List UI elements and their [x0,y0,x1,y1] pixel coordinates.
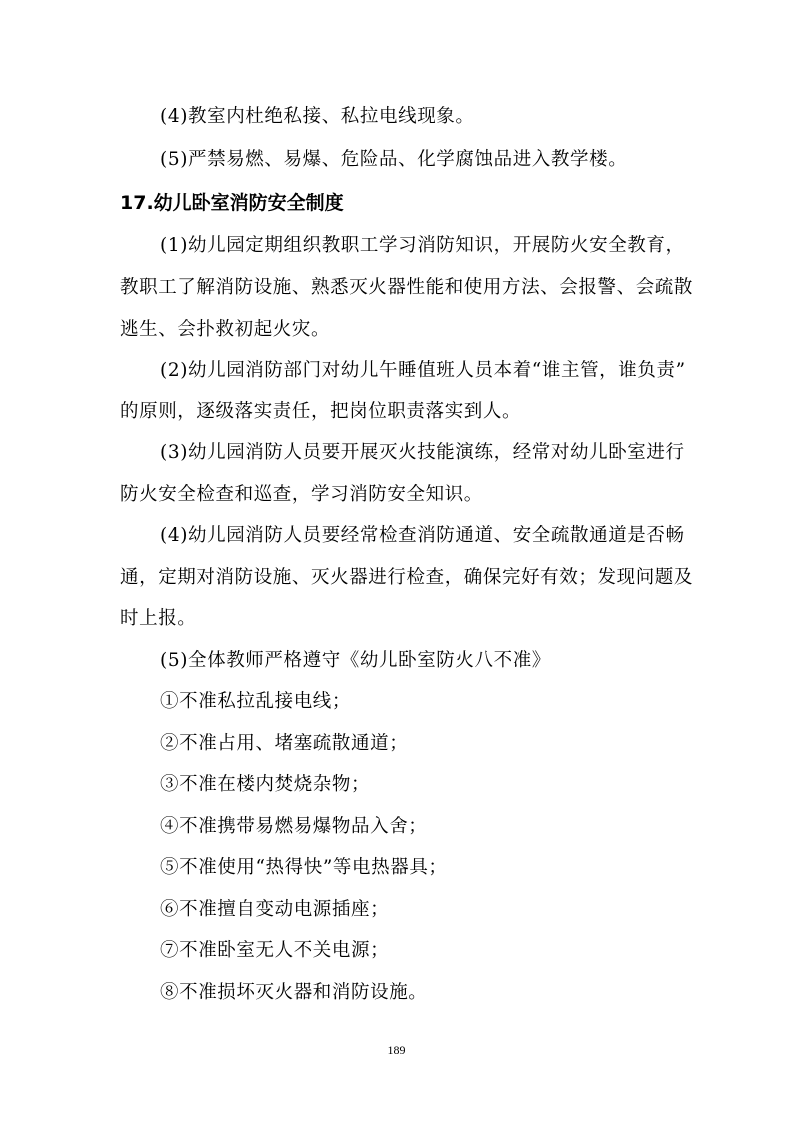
rule-item: ③不准在楼内焚烧杂物； [160,774,371,795]
list-item: (4)教室内杜绝私接、私拉电线现象。 [160,106,475,127]
paragraph-line: (2)幼儿园消防部门对幼儿午睡值班人员本着“谁主管，谁负责” [160,360,686,381]
rule-item: ⑦不准卧室无人不关电源； [160,940,390,961]
section-heading: 17.幼儿卧室消防安全制度 [120,192,344,214]
rule-item: ⑥不准擅自变动电源插座； [160,899,390,920]
page-number: 189 [387,1043,406,1057]
paragraph-line: 教职工了解消防设施、熟悉灭火器性能和使用方法、会报警、会疏散 [120,277,694,298]
paragraph-line: 时上报。 [120,608,197,629]
paragraph-line: 的原则，逐级落实责任，把岗位职责落实到人。 [120,401,522,422]
rule-item: ①不准私拉乱接电线； [160,691,352,712]
paragraph-line: (1)幼儿园定期组织教职工学习消防知识，开展防火安全教育， [160,235,685,256]
rules-intro: (5)全体教师严格遵守《幼儿卧室防火八不准》 [160,650,551,671]
rule-item: ②不准占用、堵塞疏散通道； [160,733,409,754]
paragraph-line: 逃生、会扑救初起火灾。 [120,319,331,340]
paragraph-line: (3)幼儿园消防人员要开展灭火技能演练，经常对幼儿卧室进行 [160,442,685,463]
rule-item: ⑤不准使用“热得快”等电热器具； [160,857,448,878]
rule-item: ⑧不准损坏灭火器和消防设施。 [160,982,428,1003]
paragraph-line: 通，定期对消防设施、灭火器进行检查，确保完好有效；发现问题及 [120,567,694,588]
list-item: (5)严禁易燃、易爆、危险品、化学腐蚀品进入教学楼。 [160,149,628,170]
rule-item: ④不准携带易燃易爆物品入舍； [160,816,428,837]
paragraph-line: 防火安全检查和巡查，学习消防安全知识。 [120,484,483,505]
paragraph-line: (4)幼儿园消防人员要经常检查消防通道、安全疏散通道是否畅 [160,525,685,546]
